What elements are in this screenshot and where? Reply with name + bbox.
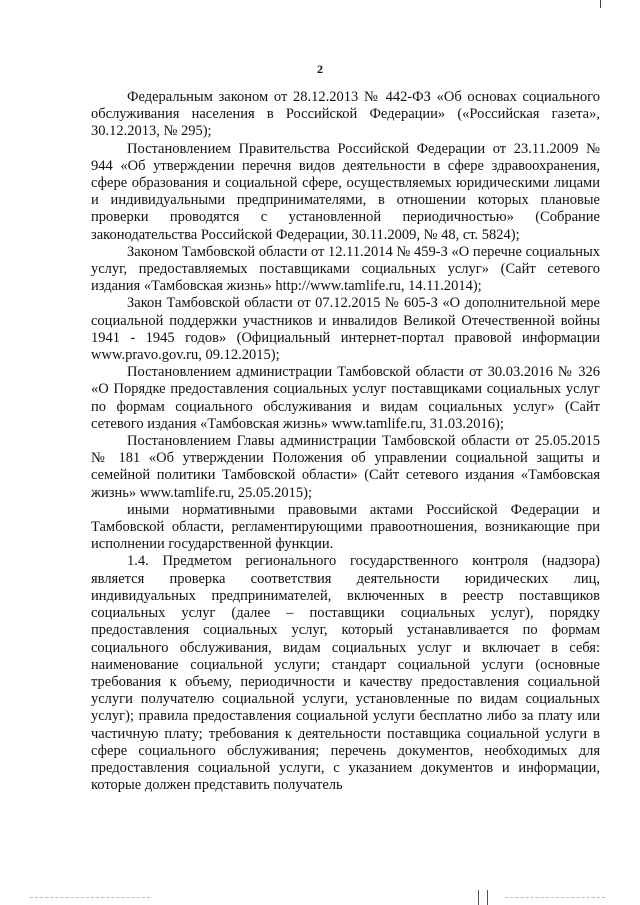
- scan-dash-left: [30, 897, 150, 898]
- paragraph-government-resolution-944: Постановлением Правительства Российской Федерации от 23.11.2009 № 944 «Об утверждении перечня видов деятельности в сфере здравоохранения, сфере образования и социальной сфере, осуществляемых юридическими лицами и индивидуальными предпринимателями, в отношении которых плановые проверки проводятся с установленной периодичностью» (Собрание законодательства Российской Федерации, 30.11.2009, № 48, ст. 5824);: [91, 140, 600, 243]
- paragraph-governor-resolution-181: Постановлением Главы администрации Тамбовской области от 25.05.2015 № 181 «Об утверждении Положения об управлении социальной защиты и семейной политики Тамбовской области» (Сайт сетевого издания «Тамбовская жизнь» www.tamlife.ru, 25.05.2015);: [91, 433, 600, 501]
- scan-dash-right: [505, 897, 605, 898]
- scan-artifact-top: [600, 0, 601, 8]
- paragraph-tambov-law-605: Закон Тамбовской области от 07.12.2015 № 605-З «О дополнительной мере социальной поддержки участников и инвалидов Великой Отечественной войны 1941 - 1945 годов» (Официальный интернет-портал правовой информации www.pravo.gov.ru, 09.12.2015);: [91, 295, 600, 364]
- paragraph-other-normative-acts: иными нормативными правовыми актами Российской Федерации и Тамбовской области, регламентирующими правоотношения, возникающие при исполнении государственной функции.: [91, 501, 600, 553]
- scan-ticks: [478, 890, 488, 905]
- document-body: [91, 89, 600, 794]
- paragraph-administration-resolution-326: Постановлением администрации Тамбовской области от 30.03.2016 № 326 «О Порядке предоставления социальных услуг поставщиками социальных услуг по формам социального обслуживания и видам социальных услуг» (Сайт сетевого издания «Тамбовская жизнь» www.tamlife.ru, 31.03.2016);: [91, 364, 600, 432]
- page-number: 2: [317, 62, 323, 76]
- paragraph-tambov-law-459: Законом Тамбовской области от 12.11.2014 № 459-З «О перечне социальных услуг, предоставляемых поставщиками социальных услуг» (Сайт сетевого издания «Тамбовская жизнь» http://www.tamlife.ru, 14.11.2014);: [91, 243, 600, 295]
- paragraph-federal-law-442: Федеральным законом от 28.12.2013 № 442-ФЗ «Об основах социального обслуживания населения в Российской Федерации» («Российская газета», 30.12.2013, № 295);: [91, 89, 600, 140]
- scan-artifact-footer: [0, 890, 640, 905]
- paragraph-section-1-4: 1.4. Предметом регионального государственного контроля (надзора) является проверка соответствия деятельности юридических лиц, индивидуальных предпринимателей, включенных в реестр поставщиков социальных услуг (далее – поставщики социальных услуг), порядку предоставления социальных услуг, который устанавливается по формам социального обслуживания, видам социальных услуг и включает в себя: наименование социальной услуги; стандарт социальной услуги (основные требования к объему, периодичности и качеству предоставления социальной услуги получателю социальной услуги, установленные по видам социальных услуг); правила предоставления социальной услуги бесплатно либо за плату или частичную плату; требования к деятельности поставщика социальной услуги в сфере социального обслуживания; перечень документов, необходимых для предоставления социальной услуги, с указанием документов и информации, которые должен представить получатель: [91, 553, 600, 794]
